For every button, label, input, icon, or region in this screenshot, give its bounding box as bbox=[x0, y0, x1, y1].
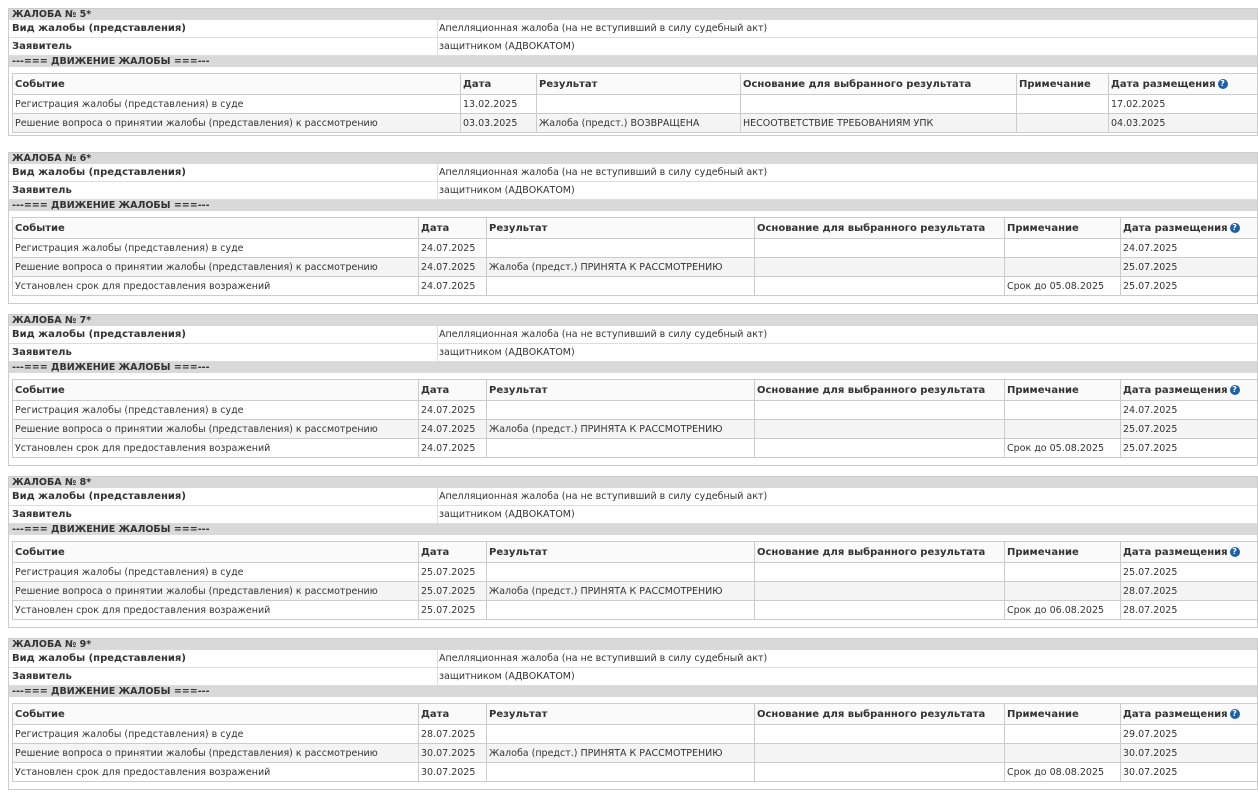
cell-basis bbox=[755, 601, 1005, 620]
cell-date: 30.07.2025 bbox=[419, 744, 487, 763]
cell-note bbox=[1005, 239, 1121, 258]
cell-basis bbox=[755, 582, 1005, 601]
cell-result bbox=[487, 439, 755, 458]
cell-date: 24.07.2025 bbox=[419, 439, 487, 458]
cell-event: Регистрация жалобы (представления) в суде bbox=[13, 725, 419, 744]
col-note: Примечание bbox=[1017, 74, 1109, 95]
cell-date: 25.07.2025 bbox=[419, 601, 487, 620]
cell-note: Срок до 08.08.2025 bbox=[1005, 763, 1121, 782]
col-event: Событие bbox=[13, 542, 419, 563]
movement-table bbox=[12, 379, 1258, 458]
cell-published: 24.07.2025 bbox=[1121, 239, 1258, 258]
cell-note bbox=[1005, 582, 1121, 601]
complaint-type-value: Апелляционная жалоба (на не вступивший в силу судебный акт) bbox=[437, 164, 767, 181]
complaint-applicant-row bbox=[9, 668, 1257, 686]
complaint-type-row bbox=[9, 488, 1257, 506]
cell-event: Регистрация жалобы (представления) в суде bbox=[13, 95, 461, 114]
cell-published: 28.07.2025 bbox=[1121, 582, 1258, 601]
col-result: Результат bbox=[487, 542, 755, 563]
cell-date: 28.07.2025 bbox=[419, 725, 487, 744]
cell-published: 25.07.2025 bbox=[1121, 439, 1258, 458]
complaint-applicant-value: защитником (АДВОКАТОМ) bbox=[437, 344, 575, 361]
col-note: Примечание bbox=[1005, 542, 1121, 563]
movement-header: ---=== ДВИЖЕНИЕ ЖАЛОБЫ ===--- bbox=[9, 362, 1257, 373]
col-basis: Основание для выбранного результата bbox=[755, 218, 1005, 239]
col-result: Результат bbox=[487, 704, 755, 725]
cell-note bbox=[1005, 563, 1121, 582]
complaint-title: ЖАЛОБА № 7* bbox=[9, 315, 1257, 326]
cell-date: 24.07.2025 bbox=[419, 401, 487, 420]
cell-note bbox=[1005, 744, 1121, 763]
movement-header-row bbox=[13, 704, 1258, 725]
complaint-title: ЖАЛОБА № 6* bbox=[9, 153, 1257, 164]
complaint-applicant-label: Заявитель bbox=[12, 347, 72, 358]
cell-basis bbox=[755, 258, 1005, 277]
cell-note bbox=[1005, 401, 1121, 420]
complaint-type-value: Апелляционная жалоба (на не вступивший в силу судебный акт) bbox=[437, 650, 767, 667]
col-result: Результат bbox=[537, 74, 741, 95]
cell-result bbox=[487, 725, 755, 744]
cell-note bbox=[1005, 725, 1121, 744]
cell-result: Жалоба (предст.) ВОЗВРАЩЕНА bbox=[537, 114, 741, 133]
movement-row bbox=[13, 258, 1258, 277]
cell-basis bbox=[755, 420, 1005, 439]
cell-published: 29.07.2025 bbox=[1121, 725, 1258, 744]
cell-basis bbox=[755, 744, 1005, 763]
cell-event: Регистрация жалобы (представления) в суде bbox=[13, 239, 419, 258]
complaint-applicant-value: защитником (АДВОКАТОМ) bbox=[437, 668, 575, 685]
col-basis: Основание для выбранного результата bbox=[755, 542, 1005, 563]
cell-date: 13.02.2025 bbox=[461, 95, 537, 114]
movement-row bbox=[13, 439, 1258, 458]
complaint-type-row bbox=[9, 164, 1257, 182]
col-date: Дата bbox=[419, 218, 487, 239]
col-result: Результат bbox=[487, 218, 755, 239]
cell-date: 24.07.2025 bbox=[419, 239, 487, 258]
help-icon[interactable]: ? bbox=[1230, 223, 1240, 233]
movement-table bbox=[12, 217, 1258, 296]
complaint-title: ЖАЛОБА № 5* bbox=[9, 9, 1257, 20]
complaint-applicant-row bbox=[9, 506, 1257, 524]
cell-basis bbox=[755, 401, 1005, 420]
cell-note: Срок до 06.08.2025 bbox=[1005, 601, 1121, 620]
col-published-label: Дата размещения bbox=[1123, 222, 1228, 234]
complaint-block bbox=[8, 8, 1258, 136]
complaint-applicant-value: защитником (АДВОКАТОМ) bbox=[437, 506, 575, 523]
cell-published: 24.07.2025 bbox=[1121, 401, 1258, 420]
complaint-title: ЖАЛОБА № 8* bbox=[9, 477, 1257, 488]
complaint-type-row bbox=[9, 650, 1257, 668]
movement-row bbox=[13, 114, 1258, 133]
cell-basis: НЕСООТВЕТСТВИЕ ТРЕБОВАНИЯМ УПК bbox=[741, 114, 1017, 133]
col-basis: Основание для выбранного результата bbox=[755, 704, 1005, 725]
cell-result: Жалоба (предст.) ПРИНЯТА К РАССМОТРЕНИЮ bbox=[487, 582, 755, 601]
cell-note bbox=[1017, 114, 1109, 133]
cell-result bbox=[487, 401, 755, 420]
complaint-type-label: Вид жалобы (представления) bbox=[12, 329, 186, 340]
col-published-label: Дата размещения bbox=[1123, 546, 1228, 558]
help-icon[interactable]: ? bbox=[1230, 385, 1240, 395]
col-date: Дата bbox=[419, 704, 487, 725]
cell-date: 25.07.2025 bbox=[419, 563, 487, 582]
cell-date: 24.07.2025 bbox=[419, 258, 487, 277]
cell-published: 30.07.2025 bbox=[1121, 744, 1258, 763]
col-published bbox=[1121, 218, 1258, 239]
complaint-applicant-label: Заявитель bbox=[12, 41, 72, 52]
movement-header: ---=== ДВИЖЕНИЕ ЖАЛОБЫ ===--- bbox=[9, 686, 1257, 697]
cell-published: 25.07.2025 bbox=[1121, 563, 1258, 582]
movement-table bbox=[12, 541, 1258, 620]
col-published bbox=[1121, 542, 1258, 563]
movement-row bbox=[13, 763, 1258, 782]
col-result: Результат bbox=[487, 380, 755, 401]
movement-row bbox=[13, 744, 1258, 763]
help-icon[interactable]: ? bbox=[1230, 709, 1240, 719]
cell-note bbox=[1017, 95, 1109, 114]
cell-event: Установлен срок для предоставления возражений bbox=[13, 439, 419, 458]
complaint-block bbox=[8, 152, 1258, 304]
cell-note: Срок до 05.08.2025 bbox=[1005, 439, 1121, 458]
cell-published: 28.07.2025 bbox=[1121, 601, 1258, 620]
movement-row bbox=[13, 582, 1258, 601]
cell-date: 25.07.2025 bbox=[419, 582, 487, 601]
col-date: Дата bbox=[419, 380, 487, 401]
complaint-block bbox=[8, 314, 1258, 466]
cell-basis bbox=[755, 763, 1005, 782]
complaint-applicant-label: Заявитель bbox=[12, 671, 72, 682]
cell-basis bbox=[755, 563, 1005, 582]
movement-row bbox=[13, 239, 1258, 258]
movement-row bbox=[13, 725, 1258, 744]
cell-basis bbox=[741, 95, 1017, 114]
cell-published: 04.03.2025 bbox=[1109, 114, 1258, 133]
help-icon[interactable]: ? bbox=[1218, 79, 1228, 89]
cell-result bbox=[487, 563, 755, 582]
cell-published: 25.07.2025 bbox=[1121, 258, 1258, 277]
col-note: Примечание bbox=[1005, 704, 1121, 725]
movement-header-row bbox=[13, 74, 1258, 95]
cell-date: 30.07.2025 bbox=[419, 763, 487, 782]
complaint-type-label: Вид жалобы (представления) bbox=[12, 491, 186, 502]
movement-row bbox=[13, 401, 1258, 420]
movement-row bbox=[13, 563, 1258, 582]
col-event: Событие bbox=[13, 704, 419, 725]
cell-published: 25.07.2025 bbox=[1121, 420, 1258, 439]
complaint-applicant-row bbox=[9, 182, 1257, 200]
col-published bbox=[1121, 380, 1258, 401]
cell-published: 30.07.2025 bbox=[1121, 763, 1258, 782]
col-date: Дата bbox=[461, 74, 537, 95]
movement-header-row bbox=[13, 380, 1258, 401]
cell-result bbox=[487, 601, 755, 620]
complaint-applicant-label: Заявитель bbox=[12, 509, 72, 520]
col-published-label: Дата размещения bbox=[1123, 708, 1228, 720]
cell-result bbox=[487, 763, 755, 782]
complaint-block bbox=[8, 476, 1258, 628]
movement-row bbox=[13, 277, 1258, 296]
col-event: Событие bbox=[13, 380, 419, 401]
cell-result: Жалоба (предст.) ПРИНЯТА К РАССМОТРЕНИЮ bbox=[487, 258, 755, 277]
movement-row bbox=[13, 420, 1258, 439]
complaint-applicant-row bbox=[9, 344, 1257, 362]
cell-note bbox=[1005, 420, 1121, 439]
cell-result bbox=[487, 277, 755, 296]
cell-basis bbox=[755, 239, 1005, 258]
movement-header-row bbox=[13, 218, 1258, 239]
movement-header: ---=== ДВИЖЕНИЕ ЖАЛОБЫ ===--- bbox=[9, 200, 1257, 211]
complaint-type-row bbox=[9, 326, 1257, 344]
help-icon[interactable]: ? bbox=[1230, 547, 1240, 557]
movement-table bbox=[12, 703, 1258, 782]
complaint-applicant-value: защитником (АДВОКАТОМ) bbox=[437, 38, 575, 55]
col-basis: Основание для выбранного результата bbox=[741, 74, 1017, 95]
complaint-type-value: Апелляционная жалоба (на не вступивший в силу судебный акт) bbox=[437, 326, 767, 343]
movement-row bbox=[13, 601, 1258, 620]
cell-basis bbox=[755, 439, 1005, 458]
cell-basis bbox=[755, 277, 1005, 296]
col-note: Примечание bbox=[1005, 380, 1121, 401]
cell-result bbox=[487, 239, 755, 258]
col-event: Событие bbox=[13, 218, 419, 239]
cell-event: Установлен срок для предоставления возражений bbox=[13, 763, 419, 782]
cell-event: Решение вопроса о принятии жалобы (представления) к рассмотрению bbox=[13, 114, 461, 133]
cell-event: Решение вопроса о принятии жалобы (представления) к рассмотрению bbox=[13, 582, 419, 601]
cell-note bbox=[1005, 258, 1121, 277]
cell-published: 25.07.2025 bbox=[1121, 277, 1258, 296]
movement-row bbox=[13, 95, 1258, 114]
complaint-applicant-row bbox=[9, 38, 1257, 56]
col-date: Дата bbox=[419, 542, 487, 563]
complaint-type-value: Апелляционная жалоба (на не вступивший в силу судебный акт) bbox=[437, 488, 767, 505]
cell-result bbox=[537, 95, 741, 114]
col-published bbox=[1109, 74, 1258, 95]
cell-event: Установлен срок для предоставления возражений bbox=[13, 601, 419, 620]
complaint-block bbox=[8, 638, 1258, 790]
cell-date: 03.03.2025 bbox=[461, 114, 537, 133]
col-basis: Основание для выбранного результата bbox=[755, 380, 1005, 401]
cell-event: Регистрация жалобы (представления) в суде bbox=[13, 563, 419, 582]
cell-published: 17.02.2025 bbox=[1109, 95, 1258, 114]
col-published-label: Дата размещения bbox=[1111, 78, 1216, 90]
cell-date: 24.07.2025 bbox=[419, 420, 487, 439]
col-published-label: Дата размещения bbox=[1123, 384, 1228, 396]
cell-event: Установлен срок для предоставления возражений bbox=[13, 277, 419, 296]
cell-basis bbox=[755, 725, 1005, 744]
cell-event: Решение вопроса о принятии жалобы (представления) к рассмотрению bbox=[13, 744, 419, 763]
cell-event: Решение вопроса о принятии жалобы (представления) к рассмотрению bbox=[13, 420, 419, 439]
movement-header: ---=== ДВИЖЕНИЕ ЖАЛОБЫ ===--- bbox=[9, 524, 1257, 535]
cell-note: Срок до 05.08.2025 bbox=[1005, 277, 1121, 296]
cell-result: Жалоба (предст.) ПРИНЯТА К РАССМОТРЕНИЮ bbox=[487, 420, 755, 439]
cell-date: 24.07.2025 bbox=[419, 277, 487, 296]
complaint-type-row bbox=[9, 20, 1257, 38]
complaint-type-value: Апелляционная жалоба (на не вступивший в силу судебный акт) bbox=[437, 20, 767, 37]
complaint-title: ЖАЛОБА № 9* bbox=[9, 639, 1257, 650]
complaint-type-label: Вид жалобы (представления) bbox=[12, 23, 186, 34]
cell-event: Решение вопроса о принятии жалобы (представления) к рассмотрению bbox=[13, 258, 419, 277]
complaint-applicant-value: защитником (АДВОКАТОМ) bbox=[437, 182, 575, 199]
movement-header-row bbox=[13, 542, 1258, 563]
complaint-applicant-label: Заявитель bbox=[12, 185, 72, 196]
movement-header: ---=== ДВИЖЕНИЕ ЖАЛОБЫ ===--- bbox=[9, 56, 1257, 67]
col-note: Примечание bbox=[1005, 218, 1121, 239]
cell-event: Регистрация жалобы (представления) в суде bbox=[13, 401, 419, 420]
complaint-type-label: Вид жалобы (представления) bbox=[12, 167, 186, 178]
complaint-type-label: Вид жалобы (представления) bbox=[12, 653, 186, 664]
movement-table bbox=[12, 73, 1258, 133]
col-event: Событие bbox=[13, 74, 461, 95]
col-published bbox=[1121, 704, 1258, 725]
cell-result: Жалоба (предст.) ПРИНЯТА К РАССМОТРЕНИЮ bbox=[487, 744, 755, 763]
